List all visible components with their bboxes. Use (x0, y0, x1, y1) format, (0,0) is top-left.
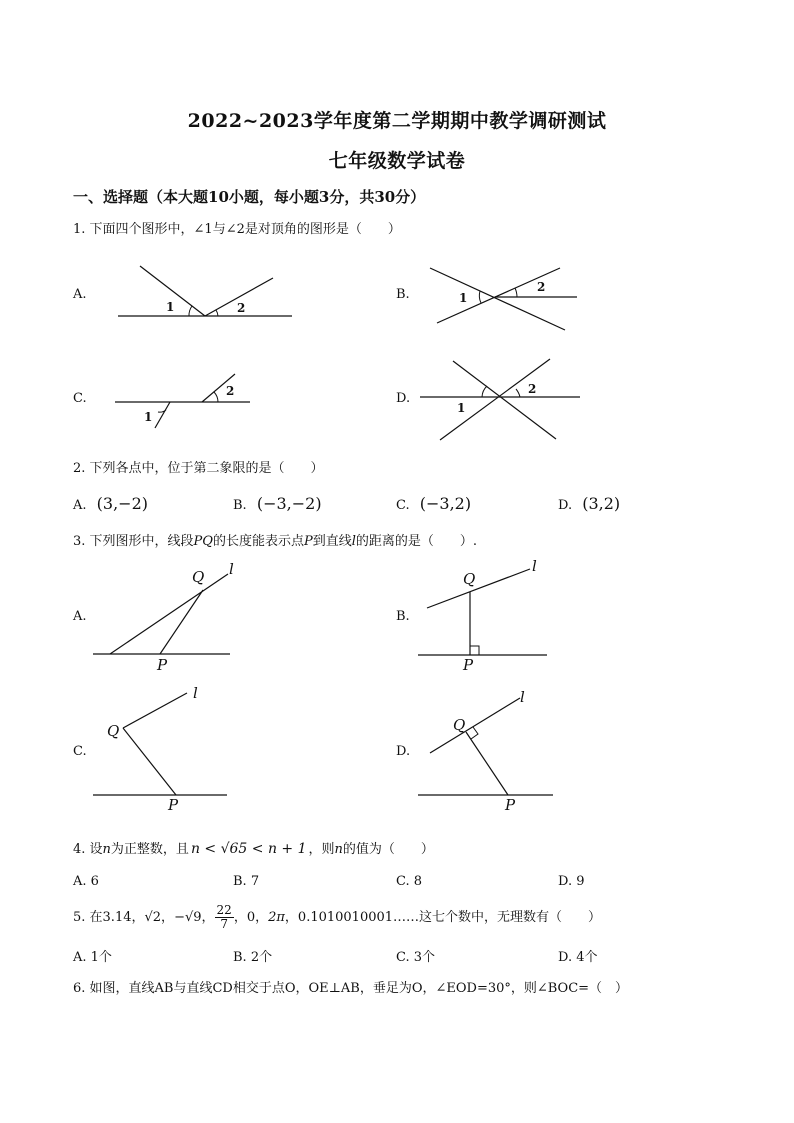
q5-two-pi: 2π (268, 910, 285, 925)
q3-d-label-p: P (505, 796, 516, 814)
q3-c-label-p: P (168, 796, 179, 814)
exam-subtitle: 七年级数学试卷 (328, 150, 466, 172)
q2-option-c-letter: C. (396, 498, 410, 513)
q2-option-a (73, 494, 148, 513)
section-heading: 一、选择题（本大题10小题，每小题3分，共30分） (73, 188, 426, 206)
q2-option-b (233, 494, 322, 513)
q5-stem-part-a: 5. 在3.14， (73, 910, 145, 925)
q4-variable-n-2: n (334, 842, 343, 857)
q5-stem-part-b: ，0， (233, 910, 269, 925)
q2-option-a-value: (3,−2) (96, 494, 149, 513)
q5-option-b: B. 2个 (233, 950, 273, 965)
q3-c-label-l: l (193, 684, 198, 702)
q3-stem-part-d: 的距离的是（ ）. (355, 534, 478, 549)
q3-figure-d (415, 695, 560, 800)
question-5-stem (73, 903, 601, 933)
q1-option-d-letter: D. (396, 391, 411, 406)
q4-inequality: n < √65 < n + 1 (190, 841, 307, 857)
q2-option-b-letter: B. (233, 498, 247, 513)
q3-c-label-q: Q (107, 722, 120, 740)
q3-option-b-letter: B. (396, 609, 410, 624)
q3-stem-part-c: 到直线 (312, 534, 352, 549)
q3-figure-a (90, 570, 240, 660)
q5-option-d: D. 4个 (558, 950, 598, 965)
q1-b-angle1-label: 1 (459, 291, 468, 305)
q4-option-d: D. 9 (558, 874, 585, 889)
q3-figure-c (90, 690, 235, 800)
q3-b-label-p: P (463, 656, 474, 674)
q2-option-a-letter: A. (73, 498, 87, 513)
q1-figure-d (418, 355, 588, 445)
q3-option-a-letter: A. (73, 609, 87, 624)
q5-sqrt2: √2 (144, 910, 162, 925)
q1-c-angle1-label: 1 (144, 410, 153, 424)
q3-option-d-letter: D. (396, 744, 411, 759)
q5-option-c: C. 3个 (396, 950, 436, 965)
q3-option-c-letter: C. (73, 744, 87, 759)
q3-d-label-l: l (520, 688, 525, 706)
q1-option-a-letter: A. (73, 287, 87, 302)
q2-option-d-value: (3,2) (582, 494, 621, 513)
exam-title: 2022~2023学年度第二学期期中教学调研测试 (187, 110, 607, 132)
q4-stem-part-c: ，则 (308, 842, 335, 857)
q3-line-l: l (351, 534, 356, 549)
q5-separator-1: ， (161, 910, 175, 925)
question-2-stem: 2. 下列各点中，位于第二象限的是（ ） (73, 461, 324, 476)
q1-option-b-letter: B. (396, 287, 410, 302)
q4-option-c: C. 8 (396, 874, 423, 889)
q5-fraction-numerator: 22 (216, 903, 232, 917)
q3-b-label-l: l (532, 557, 537, 575)
q3-figure-b (415, 565, 555, 660)
q1-b-angle2-label: 2 (537, 280, 546, 294)
q5-fraction (215, 904, 234, 931)
q5-separator-2: ， (201, 910, 215, 925)
q2-option-d (558, 494, 620, 513)
q3-point-p: P (303, 534, 313, 549)
q1-figure-c (110, 370, 260, 432)
question-1-stem: 1. 下面四个图形中，∠1与∠2是对顶角的图形是（ ） (73, 222, 401, 237)
q2-option-c-value: (−3,2) (419, 494, 472, 513)
q5-fraction-denominator: 7 (220, 917, 228, 931)
q3-stem-part-b: 的长度能表示点 (212, 534, 304, 549)
q2-option-b-value: (−3,−2) (256, 494, 322, 513)
q1-a-angle2-label: 2 (237, 301, 246, 315)
q2-option-d-letter: D. (558, 498, 573, 513)
q1-c-angle2-label: 2 (226, 384, 235, 398)
q1-figure-b (425, 260, 585, 335)
q3-stem-part-a: 3. 下列图形中，线段 (73, 534, 194, 549)
question-6-stem: 6. 如图，直线AB与直线CD相交于点O，OE⊥AB，垂足为O，∠EOD=30°，则∠BOC=（ ） (73, 981, 629, 996)
q4-option-a: A. 6 (73, 874, 99, 889)
q3-a-label-l: l (229, 560, 234, 578)
q3-d-label-q: Q (453, 716, 466, 734)
q3-a-label-q: Q (192, 568, 205, 586)
q1-d-angle1-label: 1 (457, 401, 466, 415)
q4-stem-part-a: 4. 设 (73, 842, 103, 857)
q1-d-angle2-label: 2 (528, 382, 537, 396)
q4-variable-n: n (102, 842, 111, 857)
q1-a-angle1-label: 1 (166, 300, 175, 314)
q2-option-c (396, 494, 471, 513)
q4-stem-part-b: 为正整数，且 (110, 842, 189, 857)
question-3-stem (73, 530, 477, 549)
q5-option-a: A. 1个 (73, 950, 112, 965)
q3-a-label-p: P (157, 656, 168, 674)
q3-b-label-q: Q (463, 570, 476, 588)
q3-segment-pq: PQ (193, 534, 213, 549)
q4-stem-part-d: 的值为（ ） (342, 842, 434, 857)
q4-option-b: B. 7 (233, 874, 260, 889)
question-4-stem (73, 838, 434, 857)
q1-figure-a (110, 260, 300, 325)
q5-neg-sqrt9: −√9 (174, 910, 202, 925)
q1-option-c-letter: C. (73, 391, 87, 406)
q5-stem-part-c: ，0.1010010001……这七个数中，无理数有（ ） (284, 910, 602, 925)
